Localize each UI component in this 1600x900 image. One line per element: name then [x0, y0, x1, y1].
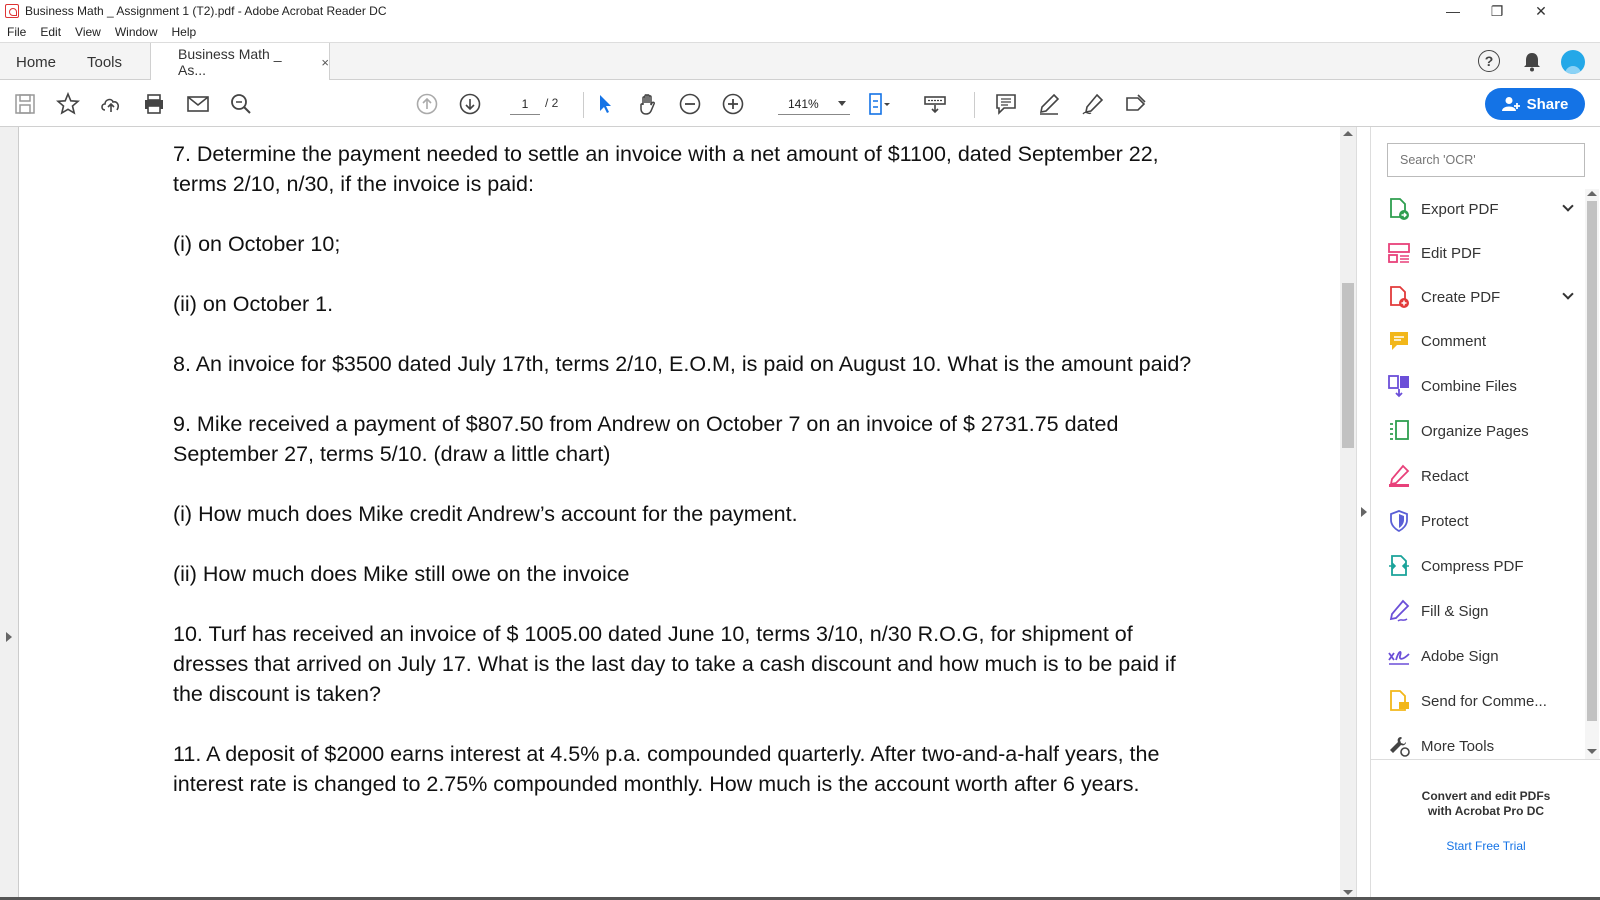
- document-tab-label: Business Math _ As...: [178, 46, 282, 78]
- tool-label: Combine Files: [1421, 377, 1517, 395]
- edit-tag-icon[interactable]: [1123, 91, 1149, 117]
- tools-pane-scrollbar[interactable]: [1585, 189, 1599, 759]
- question-7-part-ii: (ii) on October 1.: [173, 292, 334, 316]
- window-title: Business Math _ Assignment 1 (T2).pdf - Adobe Acrobat Reader DC: [25, 4, 387, 18]
- tool-combine-files[interactable]: [1387, 368, 1577, 404]
- tool-label: Edit PDF: [1421, 244, 1482, 262]
- right-panel-toggle[interactable]: [1356, 127, 1370, 900]
- compress-pdf-icon: [1387, 554, 1411, 578]
- promo-text: [1371, 789, 1600, 819]
- select-cursor-icon[interactable]: [592, 91, 618, 117]
- tool-label: More Tools: [1421, 737, 1495, 755]
- question-9-part-i: (i) How much does Mike credit Andrew’s account for the payment.: [173, 502, 798, 526]
- help-icon[interactable]: ?: [1478, 50, 1500, 72]
- minimize-button[interactable]: —: [1446, 3, 1460, 19]
- toolbar-divider: [974, 92, 975, 118]
- tool-label: Adobe Sign: [1421, 647, 1499, 665]
- question-7-part-i: (i) on October 10;: [173, 232, 341, 256]
- close-tab-icon[interactable]: ×: [321, 54, 329, 70]
- tool-label: Protect: [1421, 512, 1469, 530]
- tool-label: Send for Comme...: [1421, 692, 1547, 710]
- close-window-button[interactable]: ✕: [1535, 2, 1547, 19]
- menu-help[interactable]: Help: [171, 25, 197, 39]
- organize-pages-icon: [1387, 419, 1411, 443]
- tool-create-pdf[interactable]: [1387, 279, 1577, 315]
- bookmark-star-icon[interactable]: [55, 91, 81, 117]
- menu-window[interactable]: Window: [114, 25, 158, 39]
- tool-edit-pdf[interactable]: [1387, 235, 1577, 271]
- page-content: [173, 139, 1193, 829]
- pdf-page[interactable]: [18, 127, 1340, 900]
- expand-left-panel-icon[interactable]: [6, 632, 12, 642]
- maximize-button[interactable]: ❐: [1490, 2, 1504, 19]
- tool-comment[interactable]: [1387, 323, 1577, 359]
- create-pdf-icon: [1387, 285, 1411, 309]
- fit-page-icon[interactable]: [866, 91, 892, 117]
- question-7: 7. Determine the payment needed to settle an invoice with a net amount of $1100, dated September 22, terms 2/10, n/30, if the invoice is paid:: [173, 142, 1159, 196]
- promo-line-1: Convert and edit PDFs: [1421, 789, 1551, 803]
- combine-files-icon: [1387, 374, 1411, 398]
- notifications-bell-icon[interactable]: [1520, 50, 1544, 74]
- question-10: 10. Turf has received an invoice of $ 1005.00 dated June 10, terms 3/10, n/30 R.O.G, for shipment of dresses that arrived on July 17. What is the last day to take a cash discount and how much is to be paid if the discount is taken?: [173, 622, 1176, 706]
- tool-compress-pdf[interactable]: [1387, 548, 1577, 584]
- previous-page-icon[interactable]: [414, 91, 440, 117]
- promo-divider: [1371, 759, 1600, 760]
- title-bar: [0, 0, 1600, 22]
- question-9: 9. Mike received a payment of $807.50 from Andrew on October 7 on an invoice of $ 2731.75 dated September 27, terms 5/10. (draw a little chart): [173, 412, 1119, 466]
- tool-export-pdf[interactable]: [1387, 191, 1577, 227]
- next-page-icon[interactable]: [457, 91, 483, 117]
- tool-redact[interactable]: [1387, 458, 1577, 494]
- send-for-comment-icon: [1387, 689, 1411, 713]
- promo-line-2: with Acrobat Pro DC: [1427, 804, 1545, 818]
- toolbar-divider: [583, 92, 584, 118]
- tools-search-input[interactable]: [1387, 143, 1585, 177]
- question-11: 11. A deposit of $2000 earns interest at 4.5% p.a. compounded quarterly. After two-and-a-half years, the interest rate is changed to 2.75% compounded monthly. How much is the account worth after 6 years.: [173, 742, 1160, 796]
- zoom-out-icon[interactable]: [677, 91, 703, 117]
- zoom-level-dropdown[interactable]: [778, 93, 850, 115]
- zoom-level-value: 141%: [788, 96, 819, 111]
- tool-label: Comment: [1421, 332, 1487, 350]
- toolbar: [0, 80, 1600, 127]
- shield-icon: [1387, 509, 1411, 533]
- scrollbar-thumb[interactable]: [1342, 283, 1354, 448]
- tools-pane: [1370, 127, 1600, 900]
- collapse-right-panel-icon: [1361, 507, 1367, 517]
- chevron-down-icon: [838, 101, 846, 106]
- question-8: 8. An invoice for $3500 dated July 17th, terms 2/10, E.O.M, is paid on August 10. What is the amount paid?: [173, 352, 1192, 376]
- menu-file[interactable]: File: [7, 25, 27, 39]
- tool-protect[interactable]: [1387, 503, 1577, 539]
- page-total: / 2: [545, 96, 559, 110]
- scroll-up-icon[interactable]: [1587, 191, 1597, 196]
- read-mode-icon[interactable]: [922, 91, 948, 117]
- tab-home[interactable]: Home: [16, 53, 57, 71]
- scroll-down-icon[interactable]: [1343, 890, 1353, 895]
- tab-tools[interactable]: Tools: [87, 53, 123, 71]
- tab-bar: [0, 42, 1600, 80]
- acrobat-app-icon: [5, 4, 19, 18]
- tool-organize-pages[interactable]: [1387, 413, 1577, 449]
- tool-adobe-sign[interactable]: [1387, 638, 1577, 674]
- redact-icon: [1387, 464, 1411, 488]
- tool-label: Redact: [1421, 467, 1469, 485]
- tool-send-for-comment[interactable]: [1387, 683, 1577, 719]
- chevron-down-icon[interactable]: [1562, 288, 1573, 299]
- page-number-input[interactable]: 1: [510, 93, 540, 115]
- tool-fill-sign[interactable]: [1387, 593, 1577, 629]
- share-button[interactable]: [1485, 88, 1585, 120]
- scrollbar-thumb[interactable]: [1587, 201, 1597, 721]
- scroll-up-icon[interactable]: [1343, 131, 1353, 136]
- print-icon[interactable]: [141, 91, 167, 117]
- start-free-trial-link[interactable]: Start Free Trial: [1446, 839, 1526, 853]
- sign-pen-icon[interactable]: [1080, 91, 1106, 117]
- menu-view[interactable]: View: [75, 25, 101, 39]
- tool-label: Export PDF: [1421, 200, 1499, 218]
- fill-sign-icon: [1387, 599, 1411, 623]
- highlight-pen-icon[interactable]: [1036, 91, 1062, 117]
- comment-icon: [1387, 329, 1411, 353]
- tool-label: Organize Pages: [1421, 422, 1529, 440]
- zoom-in-icon[interactable]: [720, 91, 746, 117]
- tab-document[interactable]: [150, 43, 330, 81]
- user-avatar[interactable]: [1561, 50, 1585, 74]
- document-scrollbar[interactable]: [1340, 127, 1356, 900]
- document-viewport: [0, 127, 1370, 900]
- tool-label: Compress PDF: [1421, 557, 1524, 575]
- email-icon[interactable]: [185, 91, 211, 117]
- chevron-down-icon[interactable]: [1562, 200, 1573, 211]
- tool-label: Fill & Sign: [1421, 602, 1489, 620]
- edit-pdf-icon: [1387, 241, 1411, 265]
- share-label: Share: [1526, 95, 1569, 113]
- menu-edit[interactable]: Edit: [40, 25, 62, 39]
- tool-label: Create PDF: [1421, 288, 1501, 306]
- search-zoom-icon[interactable]: [228, 91, 254, 117]
- hand-tool-icon[interactable]: [635, 91, 661, 117]
- question-9-part-ii: (ii) How much does Mike still owe on the invoice: [173, 562, 630, 586]
- menu-bar: [0, 22, 1600, 42]
- export-pdf-icon: [1387, 197, 1411, 221]
- upload-cloud-icon[interactable]: [98, 91, 124, 117]
- adobe-sign-icon: [1387, 644, 1411, 668]
- more-tools-icon: [1387, 734, 1411, 758]
- add-user-icon: [1502, 96, 1520, 112]
- save-icon[interactable]: [12, 91, 38, 117]
- comment-note-icon[interactable]: [993, 91, 1019, 117]
- scroll-down-icon[interactable]: [1587, 749, 1597, 754]
